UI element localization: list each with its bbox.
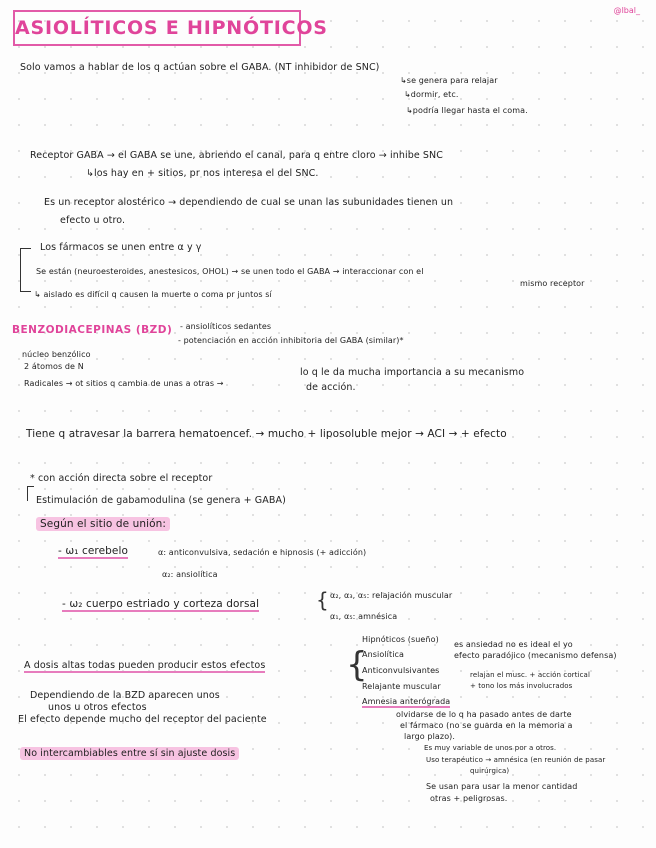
author-handle: @lbal_ xyxy=(613,6,640,15)
bzd-desc-1: - ansiolíticos sedantes xyxy=(180,322,272,331)
omega2-alpha-b: α₁, α₅: amnésica xyxy=(330,612,398,621)
effects-lead: A dosis altas todas pueden producir estos efectos xyxy=(24,660,266,671)
omega1-label: - ω₁ cerebelo xyxy=(58,545,129,557)
page-title: ASIOLÍTICOS E HIPNÓTICOS xyxy=(13,10,301,46)
allosteric-cont: efecto u otro. xyxy=(60,215,126,226)
effect-note-a1: es ansiedad no es ideal el yo xyxy=(454,640,573,649)
closing-line-3: El efecto depende mucho del receptor del paciente xyxy=(18,714,267,725)
intro-sub-2: ↳dormir, etc. xyxy=(404,90,459,99)
closing-highlight: No intercambiables entre sí sin ajuste dosis xyxy=(20,748,239,760)
effect-note-e4: Es muy variable de unos por a otros. xyxy=(424,744,557,752)
units-line-2b: mismo receptor xyxy=(520,279,585,288)
intro-line: Solo vamos a hablar de los q actúan sobre el GABA. (NT inhibidor de SNC) xyxy=(20,62,380,73)
bzd-desc-2: - potenciación en acción inhibitoria del GABA (similar)* xyxy=(178,336,404,345)
barrier-line: Tiene q atravesar la barrera hematoencef. → mucho + liposoluble mejor → ACI → + efecto xyxy=(26,428,507,440)
omega2-brace: { xyxy=(316,588,329,612)
closing-line-1: Dependiendo de la BZD aparecen unos xyxy=(30,690,220,701)
allosteric-line: Es un receptor alostérico → dependiendo de cual se unan las subunidades tienen un xyxy=(44,197,454,208)
effect-item-hypnotic: Hipnóticos (sueño) xyxy=(362,635,439,644)
bzd-note-1: lo q le da mucha importancia a su mecanismo xyxy=(300,367,525,378)
omega1-alpha2: α₂: ansiolítica xyxy=(162,570,218,579)
effect-note-e2: el fármaco (no se guarda en la memoria a xyxy=(400,721,573,730)
effect-note-e6: quirúrgica) xyxy=(470,767,510,775)
omega1-alpha1: α: anticonvulsiva, sedación e hipnosis (+ adicción) xyxy=(158,548,367,557)
omega2-alpha-a: α₂, α₃, α₅: relajación muscular xyxy=(330,591,453,600)
effect-item-anticonvulsant: Anticonvulsivantes xyxy=(362,666,440,675)
effect-note-e1: olvidarse de lo q ha pasado antes de darte xyxy=(396,710,572,719)
mech-bracket xyxy=(27,486,34,501)
bzd-struct-2: 2 átomos de N xyxy=(24,362,84,371)
bzd-struct-1: núcleo benzólico xyxy=(22,350,91,359)
receptor-line: Receptor GABA → el GABA se une, abriendo el canal, para q entre cloro → inhibe SNC xyxy=(30,150,443,161)
mech-line-2: Estimulación de gabamodulina (se genera + GABA) xyxy=(36,495,286,506)
units-line-3: ↳ aislado es difícil q causen la muerte o coma pr juntos sí xyxy=(34,290,272,299)
effect-note-e8: otras + peligrosas. xyxy=(430,794,508,803)
receptor-sub: ↳los hay en + sitios, pr nos interesa el del SNC. xyxy=(86,168,319,179)
intro-sub-1: ↳se genera para relajar xyxy=(400,76,498,85)
mech-highlight: Según el sitio de unión: xyxy=(36,518,170,531)
closing-line-2: unos u otros efectos xyxy=(48,702,147,713)
units-line-2: Se están (neuroesteroides, anestesicos, OHOL) → se unen todo el GABA → interaccionar con el xyxy=(36,267,424,276)
bzd-heading: BENZODIACEPINAS (BZD) xyxy=(12,324,173,336)
bzd-note-2: de acción. xyxy=(306,382,356,393)
omega2-label: - ω₂ cuerpo estriado y corteza dorsal xyxy=(62,598,260,610)
intro-sub-3: ↳podría llegar hasta el coma. xyxy=(406,106,528,115)
effect-note-e5: Uso terapéutico → amnésica (en reunión de pasar xyxy=(426,756,606,764)
mech-line-1: * con acción directa sobre el receptor xyxy=(30,473,213,484)
effect-note-c1: relajan el musc. + acción cortical xyxy=(470,671,590,679)
effect-note-a2: efecto paradójico (mecanismo defensa) xyxy=(454,651,617,660)
effect-note-e7: Se usan para usar la menor cantidad xyxy=(426,782,578,791)
effect-item-amnesia: Amnesia anterógrada xyxy=(362,697,451,706)
effects-brace: { xyxy=(346,645,368,685)
units-bracket xyxy=(20,248,31,292)
effect-item-relaxant: Relajante muscular xyxy=(362,682,441,691)
effect-note-c2: + tono los más involucrados xyxy=(470,682,573,690)
units-line-1: Los fármacos se unen entre α y γ xyxy=(40,242,202,253)
bzd-struct-3: Radicales → ot sitios q cambia de unas a otras → xyxy=(24,379,224,388)
effect-item-anxiolytic: Ansiolítica xyxy=(362,650,405,659)
effect-note-e3: largo plazo). xyxy=(404,732,456,741)
